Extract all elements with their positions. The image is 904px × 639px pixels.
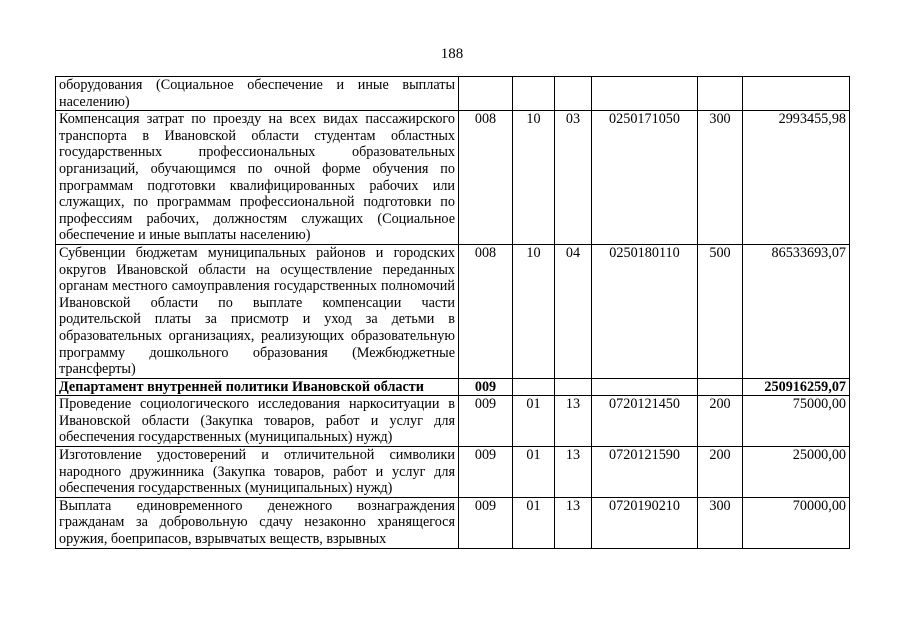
cell-target-article: 0720121450	[592, 396, 698, 447]
cell-ministry-code: 009	[459, 396, 513, 447]
table-row	[56, 396, 850, 447]
cell-ministry-code: 009	[459, 497, 513, 548]
cell-amount: 75000,00	[743, 396, 850, 447]
cell-target-article: 0720121590	[592, 447, 698, 498]
cell-amount: 70000,00	[743, 497, 850, 548]
cell-target-article: 0720190210	[592, 497, 698, 548]
cell-ministry-code: 009	[459, 378, 513, 396]
cell-section-code	[513, 77, 555, 111]
table-row	[56, 77, 850, 111]
cell-amount	[743, 77, 850, 111]
cell-expense-type	[698, 378, 743, 396]
cell-expense-type: 200	[698, 447, 743, 498]
cell-subsection-code: 13	[555, 447, 592, 498]
cell-description: оборудования (Социальное обеспечение и иные выплаты населению)	[56, 77, 459, 111]
page-number: 188	[440, 46, 464, 62]
table-row	[56, 497, 850, 548]
cell-description: Выплата единовременного денежного вознаграждения гражданам за добровольную сдачу незаконно хранящегося оружия, боеприпасов, взрывчатых веществ, взрывных	[56, 497, 459, 548]
table-body	[56, 77, 850, 549]
cell-description: Проведение социологического исследования наркоситуации в Ивановской области (Закупка товаров, работ и услуг для обеспечения государственных (муниципальных) нужд)	[56, 396, 459, 447]
cell-subsection-code: 13	[555, 497, 592, 548]
cell-description: Субвенции бюджетам муниципальных районов и городских округов Ивановской области на осуществление переданных органам местного самоуправления государственных полномочий Ивановской области по выплате компенсации части родительской платы за присмотр и уход за детьми в образовательных организациях, реализующих образовательную программу дошкольного образования (Межбюджетные трансферты)	[56, 244, 459, 378]
table-row	[56, 378, 850, 396]
cell-subsection-code	[555, 378, 592, 396]
table-row	[56, 447, 850, 498]
cell-description: Изготовление удостоверений и отличительной символики народного дружинника (Закупка товаров, работ и услуг для обеспечения государственных (муниципальных) нужд)	[56, 447, 459, 498]
cell-subsection-code: 04	[555, 244, 592, 378]
cell-target-article: 0250171050	[592, 111, 698, 245]
cell-amount: 250916259,07	[743, 378, 850, 396]
budget-table	[55, 76, 850, 549]
cell-ministry-code	[459, 77, 513, 111]
cell-description: Департамент внутренней политики Ивановской области	[56, 378, 459, 396]
cell-amount: 2993455,98	[743, 111, 850, 245]
cell-description: Компенсация затрат по проезду на всех видах пассажирского транспорта в Ивановской области студентам областных государственных профессиональных образовательных организаций, обучающимся по очной форме обучения по программам подготовки квалифицированных рабочих или служащих, по программам профессиональной подготовки по профессиям рабочих, должностям служащих (Социальное обеспечение и иные выплаты населению)	[56, 111, 459, 245]
cell-section-code: 01	[513, 447, 555, 498]
cell-ministry-code: 008	[459, 244, 513, 378]
cell-ministry-code: 008	[459, 111, 513, 245]
cell-ministry-code: 009	[459, 447, 513, 498]
table-row	[56, 111, 850, 245]
cell-target-article: 0250180110	[592, 244, 698, 378]
cell-expense-type: 500	[698, 244, 743, 378]
table-row	[56, 244, 850, 378]
cell-section-code: 01	[513, 497, 555, 548]
cell-expense-type	[698, 77, 743, 111]
cell-amount: 86533693,07	[743, 244, 850, 378]
cell-section-code: 01	[513, 396, 555, 447]
cell-section-code: 10	[513, 111, 555, 245]
cell-subsection-code: 13	[555, 396, 592, 447]
cell-section-code: 10	[513, 244, 555, 378]
cell-subsection-code	[555, 77, 592, 111]
cell-expense-type: 200	[698, 396, 743, 447]
cell-section-code	[513, 378, 555, 396]
cell-expense-type: 300	[698, 497, 743, 548]
cell-target-article	[592, 77, 698, 111]
cell-expense-type: 300	[698, 111, 743, 245]
cell-target-article	[592, 378, 698, 396]
cell-subsection-code: 03	[555, 111, 592, 245]
cell-amount: 25000,00	[743, 447, 850, 498]
